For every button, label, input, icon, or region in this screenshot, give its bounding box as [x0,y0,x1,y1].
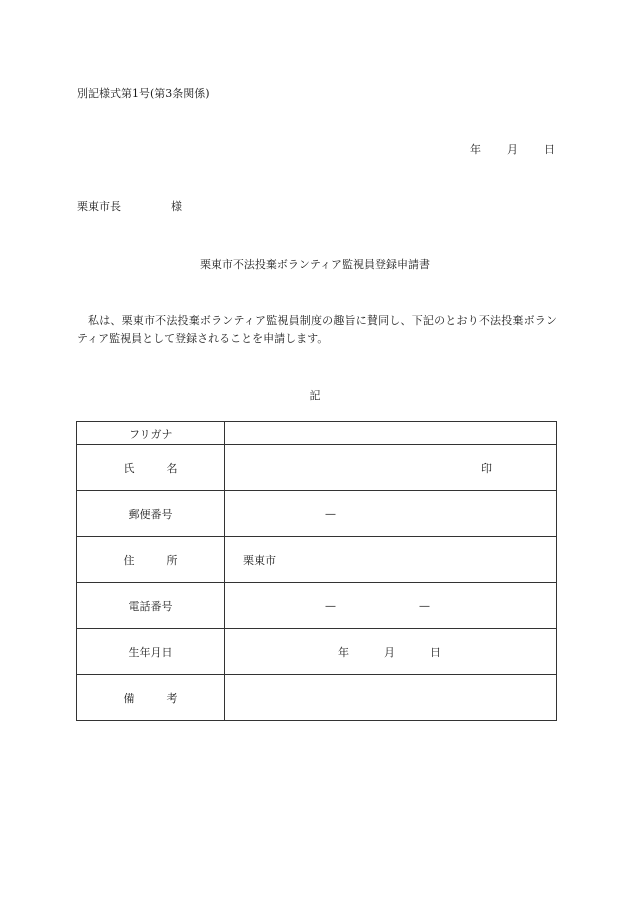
dob-day: 日 [430,645,441,659]
remarks-field[interactable] [225,675,557,721]
application-form-table [76,421,557,721]
furigana-row [77,422,557,445]
date-month: 月 [507,143,518,156]
remarks-label-cell [77,675,225,721]
date-line [470,141,555,157]
postal-label: 郵便番号 [128,507,173,521]
furigana-label: フリガナ [129,428,173,441]
body-text: 私は、栗東市不法投棄ボランティア監視員制度の趣旨に賛同し、下記のとおり不法投棄ボランティア監視員として登録されることを申請します。 [77,314,557,345]
addressee [77,198,182,214]
remarks-row [77,675,557,721]
form-number: 別記様式第1号(第3条関係) [77,87,210,100]
postal-label-cell [77,491,225,537]
seal-mark: 印 [481,461,492,475]
address-row [77,537,557,583]
postal-row [77,491,557,537]
name-row [77,445,557,491]
address-field[interactable] [225,537,557,583]
name-label-cell [77,445,225,491]
postal-dash: — [325,507,336,520]
dob-month: 月 [384,645,395,659]
remarks-label: 備 考 [123,691,178,705]
name-label: 氏 名 [123,461,178,475]
furigana-label-cell [77,422,225,445]
furigana-field[interactable] [225,422,557,445]
dob-label: 生年月日 [128,645,173,659]
ki-heading: 記 [309,389,321,402]
address-label-cell [77,537,225,583]
dob-year: 年 [338,645,349,659]
date-year: 年 [470,143,481,156]
postal-field[interactable] [225,491,557,537]
dob-units [338,644,441,660]
phone-row [77,583,557,629]
addressee-suffix: 様 [171,200,182,213]
document-title: 栗東市不法投棄ボランティア監視員登録申請書 [199,258,431,271]
dob-label-cell [77,629,225,675]
date-day: 日 [544,143,555,156]
phone-dash-2: — [419,599,430,612]
address-label: 住 所 [123,553,178,567]
addressee-name: 栗東市長 [77,200,121,213]
phone-label-cell [77,583,225,629]
name-field[interactable] [225,445,557,491]
dob-row [77,629,557,675]
phone-dash-1: — [325,599,336,612]
phone-label: 電話番号 [128,599,173,613]
dob-field[interactable] [225,629,557,675]
address-prefix: 栗東市 [243,553,276,567]
phone-field[interactable] [225,583,557,629]
